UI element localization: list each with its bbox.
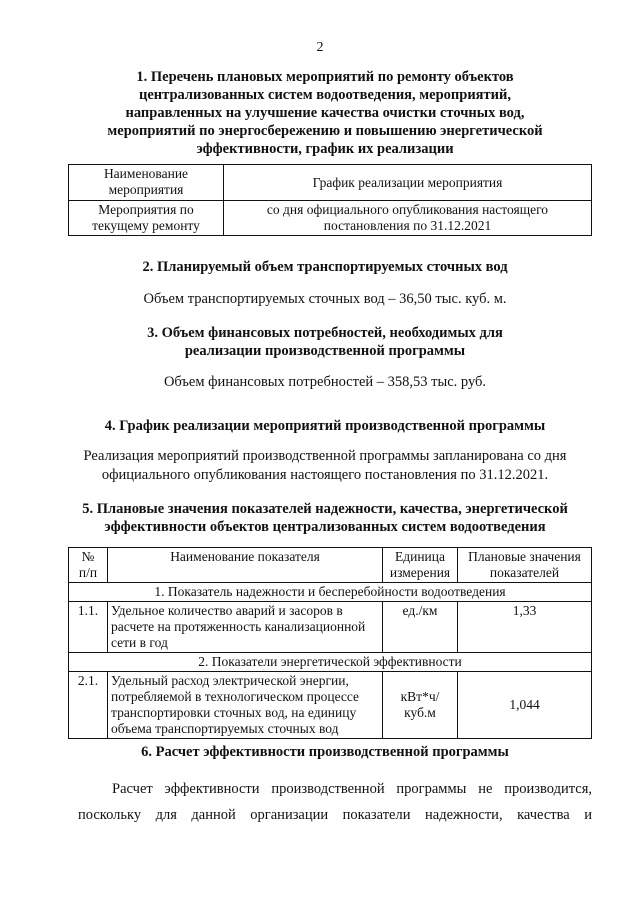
table-cell: со дня официального опубликования настоящего постановления по 31.12.2021 [224,201,592,236]
section5-heading [60,500,590,536]
table-header-cell: Наименование мероприятия [69,165,224,201]
table-cell: Мероприятия по текущему ремонту [69,201,224,236]
section4-text: Реализация мероприятий производственной программы запланирована со дня официального опубликования настоящего постановления по 31.12.2021. [83,448,567,483]
heading-line: 3. Объем финансовых потребностей, необходимых для [147,325,503,341]
page-number: 2 [316,40,324,55]
row-number: 1.1. [69,602,108,653]
table-header-cell: Плановые значения показателей [458,548,592,583]
section6-text-line2: поскольку для данной организации показатели надежности, качества и [78,807,592,823]
section6-heading: 6. Расчет эффективности производственной программы [141,744,509,760]
schedule-table [68,164,592,236]
indicator-name: Удельный расход электрической энергии, потребляемой в технологическом процессе транспортировки сточных вод, на единицу объема транспортируемых сточных вод [108,672,383,739]
section3-heading [60,324,590,360]
row-number: 2.1. [69,672,108,739]
table-header-cell: Единица измерения [383,548,458,583]
heading-line: реализации производственной программы [184,343,466,359]
heading-line: централизованных систем водоотведения, мероприятий, [139,87,511,103]
group-header-reliability: 1. Показатель надежности и бесперебойности водоотведения [69,583,592,602]
heading-line: 5. Плановые значения показателей надежности, качества, энергетической [82,501,568,517]
indicator-unit: кВт*ч/ куб.м [383,672,458,739]
section1-heading [60,68,590,158]
indicator-name: Удельное количество аварий и засоров в расчете на протяженность канализационной сети в год [108,602,383,653]
table-header-cell: № п/п [69,548,108,583]
section3-text: Объем финансовых потребностей – 358,53 тыс. руб. [163,374,487,390]
heading-line: направленных на улучшение качества очистки сточных вод, [125,105,525,121]
section4-heading: 4. График реализации мероприятий производственной программы [104,418,546,434]
indicator-value: 1,33 [458,602,592,653]
indicator-unit: ед./км [383,602,458,653]
section2-text: Объем транспортируемых сточных вод – 36,50 тыс. куб. м. [143,291,507,307]
heading-line: эффективности, график их реализации [196,141,454,157]
heading-line: мероприятий по энергосбережению и повышению энергетической [107,123,543,139]
group-header-energy: 2. Показатели энергетической эффективности [69,653,592,672]
heading-line: 1. Перечень плановых мероприятий по ремонту объектов [136,69,514,85]
heading-line: эффективности объектов централизованных систем водоотведения [104,519,546,535]
indicator-value: 1,044 [458,672,592,739]
indicators-table [68,547,592,739]
section2-heading: 2. Планируемый объем транспортируемых сточных вод [142,259,508,275]
table-header-cell: График реализации мероприятия [224,165,592,201]
section6-text-line1: Расчет эффективности производственной программы не производится, [112,781,592,797]
table-header-cell: Наименование показателя [108,548,383,583]
